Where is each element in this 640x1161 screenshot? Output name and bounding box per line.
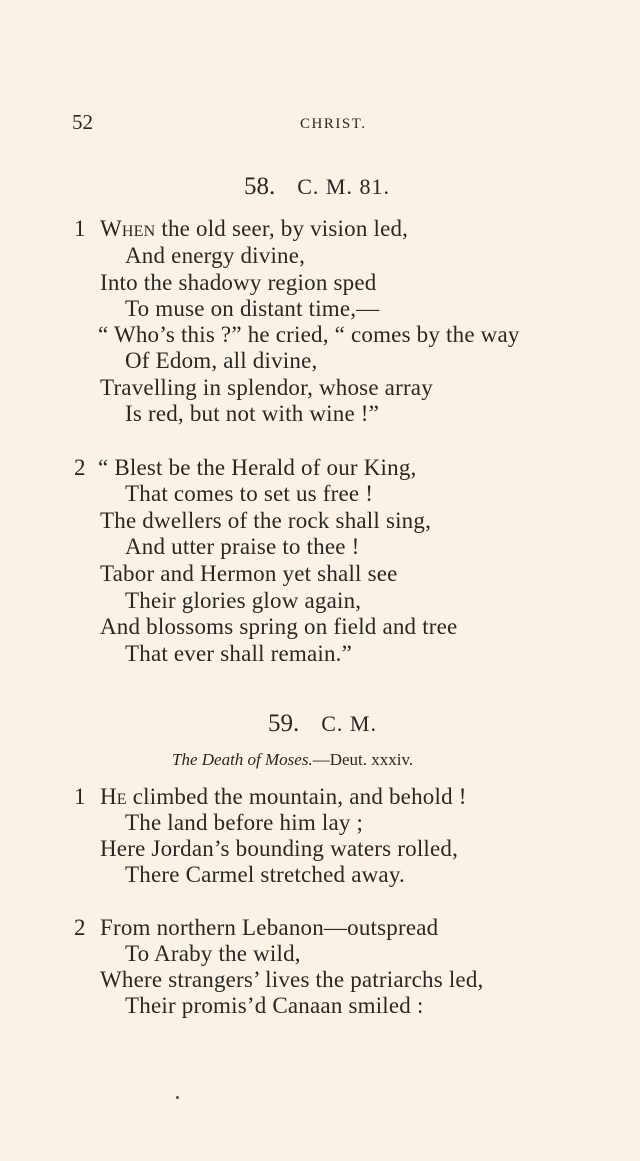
verse-number: 1 xyxy=(74,784,86,809)
verse-line: That ever shall remain.” xyxy=(125,641,353,666)
verse-line: “ Who’s this ?” he cried, “ comes by the way xyxy=(98,322,520,347)
verse-line: And blossoms spring on field and tree xyxy=(100,614,458,639)
verse-line: Their glories glow again, xyxy=(125,588,362,613)
verse-line: The land before him lay ; xyxy=(125,810,364,835)
verse-line: To muse on distant time,— xyxy=(125,296,380,321)
verse-line: There Carmel stretched away. xyxy=(125,862,405,887)
verse-number: 2 xyxy=(74,915,86,940)
hymn-meter: C. M. xyxy=(321,711,377,736)
verse-line: From northern Lebanon—outspread xyxy=(100,915,439,940)
hymn-heading xyxy=(244,172,390,202)
verse-first-word: He xyxy=(100,784,127,809)
verse-first-word: When xyxy=(100,216,156,241)
hymn-subtitle-reference: —Deut. xxxiv. xyxy=(312,750,414,769)
verse-line: Into the shadowy region sped xyxy=(100,270,377,295)
verse-line: Here Jordan’s bounding waters rolled, xyxy=(100,836,459,861)
running-head: CHRIST. xyxy=(300,116,367,132)
page-number: 52 xyxy=(72,110,93,134)
verse-line: The dwellers of the rock shall sing, xyxy=(100,508,432,533)
paper-speck xyxy=(176,1096,179,1099)
verse-line xyxy=(100,216,408,242)
verse-line: And utter praise to thee ! xyxy=(125,534,360,559)
verse-line: Of Edom, all divine, xyxy=(125,348,318,373)
verse-line: To Araby the wild, xyxy=(125,941,301,966)
hymn-number: 58. xyxy=(244,173,276,200)
verse-line: Is red, but not with wine !” xyxy=(125,401,380,426)
hymn-heading xyxy=(268,709,377,739)
verse-number: 2 xyxy=(74,455,86,480)
hymn-subtitle xyxy=(172,749,413,771)
verse-number: 1 xyxy=(74,216,86,241)
verse-line: “ Blest be the Herald of our King, xyxy=(98,455,417,480)
verse-line: And energy divine, xyxy=(125,243,306,268)
verse-line: Their promis’d Canaan smiled : xyxy=(125,993,424,1018)
hymn-meter: C. M. 81. xyxy=(297,174,390,199)
verse-line: That comes to set us free ! xyxy=(125,481,374,506)
hymn-subtitle-title: The Death of Moses. xyxy=(172,750,313,769)
verse-line: Tabor and Hermon yet shall see xyxy=(100,561,398,586)
verse-first-line-rest: the old seer, by vision led, xyxy=(155,216,409,241)
verse-line xyxy=(100,784,467,810)
verse-line: Where strangers’ lives the patriarchs led, xyxy=(100,967,484,992)
verse-line: Travelling in splendor, whose array xyxy=(100,375,433,400)
verse-first-line-rest: climbed the mountain, and behold ! xyxy=(126,784,467,809)
hymn-number: 59. xyxy=(268,710,300,737)
